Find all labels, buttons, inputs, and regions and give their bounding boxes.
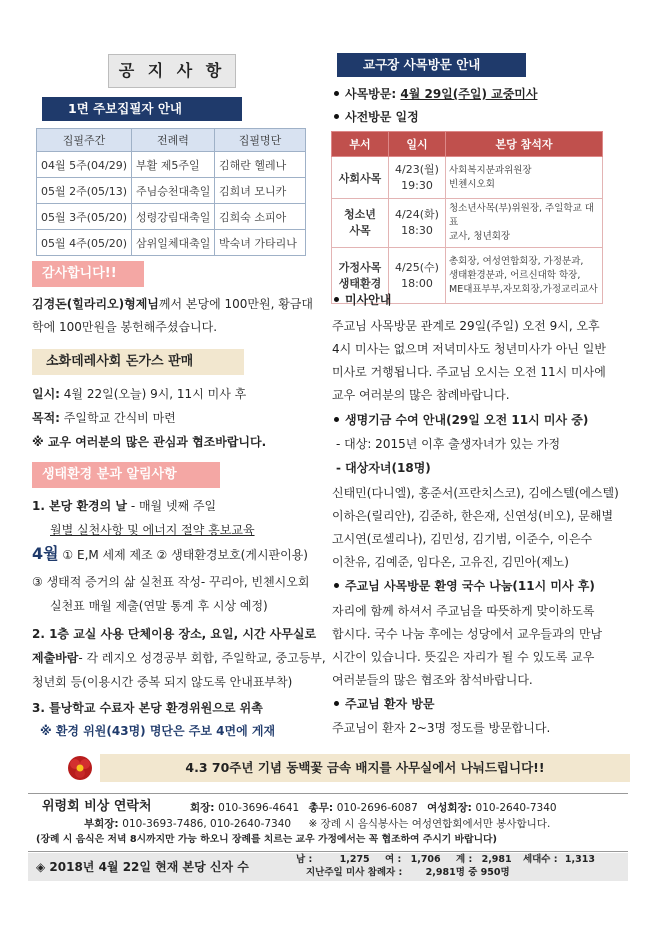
eco-item-3-line2: 실천표 매월 제출(연말 통계 후 시상 예정): [50, 599, 268, 613]
stat-value: 1,706: [410, 854, 441, 865]
attendance-value: 2,981명 중 950명: [425, 867, 510, 878]
cell-attendees: [446, 199, 603, 248]
cell: 김희녀 모니카: [215, 178, 306, 204]
cell-time: [389, 199, 446, 248]
text-line: 교우 여러분의 많은 참례바랍니다.: [332, 388, 510, 402]
eco-april: [32, 544, 308, 565]
thanks-text: 께서 본당에 100만원, 황금대: [158, 297, 313, 311]
attendee-line: 총회장, 여성연합회장, 가정분과,: [449, 255, 584, 267]
visit-table: [331, 131, 603, 304]
dept-text: 가정사목: [338, 260, 382, 274]
contact-value: 010-3696-4641: [218, 802, 300, 814]
funeral-note: (장례 시 음식은 저녁 8시까지만 가능 하오니 장례를 치르는 교우 가정에서는 꼭 협조하여 주시기 바랍니다): [36, 834, 497, 845]
time-date: 4/24(화): [395, 208, 439, 221]
table-row: [332, 157, 603, 199]
time-date: 4/23(월): [395, 162, 439, 176]
members-label: ◈ 2018년 4월 22일 현재 본당 신자 수: [36, 860, 249, 874]
text-line: 신태민(다니엘), 홍준서(프란치스코), 김에스텔(에스텔): [332, 486, 619, 500]
date-label: 일시:: [32, 387, 60, 401]
eco-item-2-line1: 2. 1층 교실 사용 단체이용 장소, 요일, 시간 사무실로: [32, 627, 317, 641]
dept-text: 청소년: [344, 208, 376, 221]
attendance-label: 지난주일 미사 참례자 :: [306, 867, 403, 878]
attendance: [306, 866, 510, 880]
life-fund-label: 생명기금 수여 안내(29일 오전 11시 미사 중): [345, 413, 589, 427]
cell: 04월 5주(04/29): [37, 152, 132, 178]
attendee-line: 사회복지분과위원장: [449, 164, 532, 176]
text-line: 여러분들의 많은 협조와 참석바랍니다.: [332, 673, 533, 687]
time-hour: 19:30: [401, 178, 433, 192]
time-hour: 18:00: [401, 276, 433, 290]
vice-label: 부회장:: [84, 818, 123, 830]
cell-attendees: [446, 157, 603, 199]
cell-dept: [332, 199, 389, 248]
text-line: 고시연(로셀리나), 김민성, 김기범, 이준수, 이은수: [332, 532, 593, 546]
cell: 05월 4주(05/20): [37, 230, 132, 256]
writer-table: [36, 128, 306, 256]
date-value: 4월 22일(오늘) 9시, 11시 미사 후: [59, 387, 247, 401]
contact-label: 회장:: [190, 802, 219, 814]
donor-name: 김경돈(힐라리오)형제님: [32, 297, 159, 311]
dept-text: 사회사목: [338, 171, 382, 185]
mass-info-label: 미사안내: [345, 293, 392, 307]
attendee-line: 청소년사목(부)위원장, 주일학교 대표: [449, 203, 594, 228]
bullet-icon: [334, 91, 339, 96]
eco-item-2-line3: 청년회 등(이용시간 중복 되지 않도록 안내표부착): [32, 675, 293, 689]
stat-label: 여 :: [384, 854, 402, 865]
stat-value: 2,981: [481, 854, 512, 865]
divider: [28, 793, 628, 794]
eco-item-1-title: 1. 본당 환경의 날: [32, 499, 127, 513]
noodle-body: [332, 600, 602, 692]
visit-header: 교구장 사목방문 안내: [337, 53, 526, 77]
col-attendees: 본당 참석자: [446, 132, 603, 157]
contact-label: 여성회장:: [427, 802, 476, 814]
pre-schedule-label: 사전방문 일정: [345, 110, 419, 124]
cutlet-date: [32, 384, 246, 404]
contact-value: 010-2696-6087: [336, 802, 418, 814]
emergency-title: 위령회 비상 연락처: [42, 799, 152, 814]
bullet-icon: [334, 701, 339, 706]
purpose-value: 주일학교 간식비 마련: [59, 411, 176, 425]
notice-title: 공 지 사 항: [108, 54, 236, 88]
contact-value: 010-2640-7340: [475, 802, 557, 814]
col-week: 집필주간: [37, 129, 132, 152]
eco-item-1-line2: 월별 실천사항 및 에너지 절약 홍보교육: [50, 523, 255, 537]
life-fund-target: - 대상: 2015년 이후 출생자녀가 있는 가정: [336, 437, 561, 451]
cell: 05월 2주(05/13): [37, 178, 132, 204]
table-row: [37, 230, 306, 256]
cell-attendees: [446, 248, 603, 304]
cutlet-note: ※ 교우 여러분의 많은 관심과 협조바랍니다.: [32, 435, 267, 449]
contact-label: 총무:: [308, 802, 337, 814]
life-fund-title: [332, 410, 588, 430]
attendee-line: ME대표부부,자모회장,가정교리교사: [449, 283, 598, 295]
divider: [28, 851, 628, 852]
visit-info: [332, 84, 537, 104]
stat-label: 계 :: [455, 854, 473, 865]
table-row: [37, 152, 306, 178]
cell: 박숙녀 가타리나: [215, 230, 306, 256]
bulletin-writer-header: 1면 주보집필자 안내: [42, 97, 242, 121]
table-row: [37, 178, 306, 204]
eco-item-3-line1: ③ 생태적 증거의 삶 실천표 작성- 꾸리아, 빈첸시오회: [32, 575, 310, 589]
mass-info-body: [332, 315, 606, 407]
badge-notice: [62, 750, 630, 786]
attendee-line: 교사, 청년회장: [449, 231, 511, 242]
life-fund-children-title: - 대상자녀(18명): [336, 461, 431, 475]
badge-notice-text: 4.3 70주년 기념 동백꽃 금속 배지를 사무실에서 나눠드립니다!!: [100, 754, 630, 782]
cell: 삼위일체대축일: [132, 230, 215, 256]
patient-visit-title: [332, 694, 435, 714]
thanks-header: 감사합니다!!: [32, 261, 144, 287]
cutlet-purpose: [32, 408, 176, 428]
cutlet-sale-header: 소화데레사회 돈가스 판매: [32, 349, 244, 375]
april-text: ① E,M 세제 제조 ② 생태환경보호(게시판이용): [58, 548, 308, 562]
vice-value: 010-3693-7486, 010-2640-7340: [122, 818, 292, 830]
table-row: [37, 204, 306, 230]
cell: 김희숙 소피아: [215, 204, 306, 230]
mass-info-title: [332, 290, 391, 310]
cell: 부활 제5주일: [132, 152, 215, 178]
patient-visit-label: 주교님 환자 방문: [345, 697, 435, 711]
eco-item-1: [32, 496, 216, 516]
eco-item-2-bold: 제출바람: [32, 651, 79, 665]
thanks-line-1: [32, 294, 313, 314]
time-date: 4/25(수): [395, 260, 439, 274]
bullet-icon: [334, 417, 339, 422]
patient-visit-text: 주교님이 환자 2~3명 정도를 방문합니다.: [332, 721, 551, 735]
camellia-flower-icon: [66, 754, 94, 782]
cell: 성령강림대축일: [132, 204, 215, 230]
text-line: 시간이 있습니다. 뜻깊은 자리가 될 수 있도록 교우: [332, 650, 595, 664]
text-line: 자리에 함께 하셔서 주교님을 따뜻하게 맞이하도록: [332, 604, 595, 618]
eco-item-1-text: - 매월 넷째 주일: [127, 499, 217, 513]
text-line: 합시다. 국수 나눔 후에는 성당에서 교우들과의 만남: [332, 627, 603, 641]
members-stats: [296, 853, 595, 866]
text-line: 이하은(릴리안), 김준하, 한은재, 신연성(비오), 문해별: [332, 509, 614, 523]
visit-label: 사목방문:: [345, 87, 401, 101]
bullet-icon: [334, 583, 339, 588]
vice-note: ※ 장례 시 음식봉사는 여성연합회에서만 봉사합니다.: [308, 818, 551, 830]
text-line: 이찬유, 김예준, 임다온, 고유진, 김민아(제노): [332, 555, 569, 569]
stat-label: 남 :: [296, 854, 313, 865]
cell: 주님승천대축일: [132, 178, 215, 204]
visit-table-header: [332, 132, 603, 157]
text-line: 주교님 사목방문 관계로 29일(주일) 오전 9시, 오후: [332, 319, 600, 333]
noodle-label: 주교님 사목방문 환영 국수 나눔(11시 미사 후): [345, 579, 595, 593]
cell-time: [389, 248, 446, 304]
eco-header: 생태환경 분과 알림사항: [32, 462, 220, 488]
text-line: 4시 미사는 없으며 저녁미사도 청년미사가 아닌 일반: [332, 342, 606, 356]
eco-item-2-line2: [32, 648, 326, 668]
thanks-line-2: 학에 100만원을 봉헌해주셨습니다.: [32, 320, 218, 334]
noodle-title: [332, 576, 595, 596]
col-time: 일시: [389, 132, 446, 157]
table-row: [332, 199, 603, 248]
cell-time: [389, 157, 446, 199]
stat-label: 세대수 :: [522, 854, 558, 865]
attendee-line: 빈첸시오회: [449, 178, 495, 190]
bullet-icon: [334, 297, 339, 302]
eco-item-3b-note: ※ 환경 위원(43명) 명단은 주보 4면에 게재: [40, 724, 276, 738]
purpose-label: 목적:: [32, 411, 60, 425]
april-label: 4월: [32, 544, 59, 563]
cell-dept: [332, 157, 389, 199]
attendee-line: 생태환경분과, 어르신대학 학장,: [449, 269, 581, 281]
visit-value: 4월 29일(주일) 교중미사: [400, 87, 538, 101]
stat-value: 1,313: [564, 854, 595, 865]
pre-schedule: [332, 107, 419, 127]
col-writer: 집필명단: [215, 129, 306, 152]
bullet-icon: [334, 114, 339, 119]
dept-text: 사목: [349, 224, 371, 237]
cell: 05월 3주(05/20): [37, 204, 132, 230]
eco-item-2-text: - 각 레지오 성경공부 회합, 주일학교, 중고등부,: [78, 651, 326, 665]
text-line: 미사로 거행됩니다. 주교님 오시는 오전 11시 미사에: [332, 365, 606, 379]
time-hour: 18:30: [401, 224, 433, 237]
col-liturgy: 전례력: [132, 129, 215, 152]
writer-table-header: [37, 129, 306, 152]
cell: 김해란 헬레나: [215, 152, 306, 178]
eco-item-3b: 3. 틀낭학교 수료자 본당 환경위원으로 위촉: [32, 701, 263, 715]
dept-text: 생태환경: [338, 276, 382, 290]
stat-value: 1,275: [339, 854, 370, 865]
life-fund-children: [332, 482, 619, 574]
col-dept: 부서: [332, 132, 389, 157]
